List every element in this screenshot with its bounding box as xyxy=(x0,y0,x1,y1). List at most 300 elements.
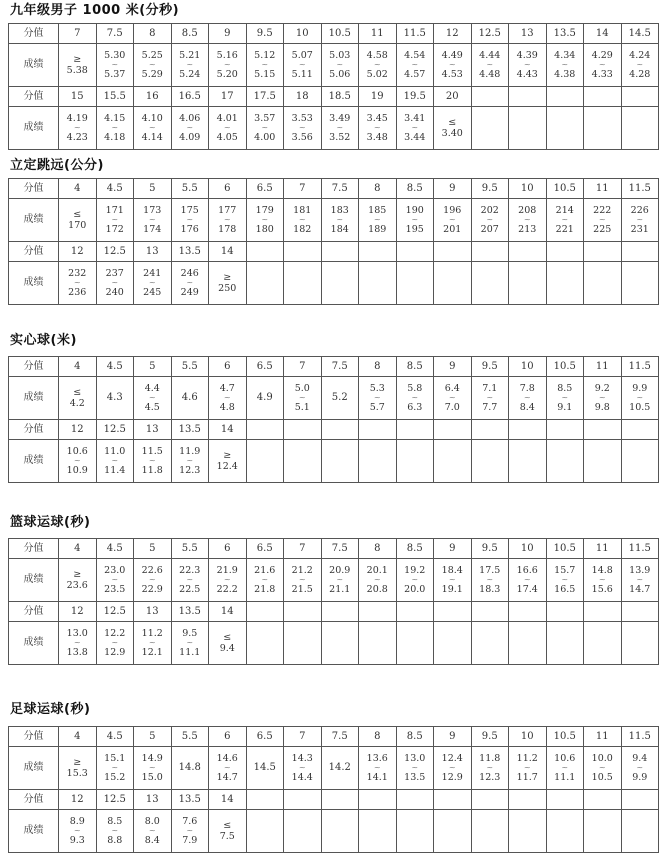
range-separator: ~ xyxy=(186,456,194,465)
result-cell xyxy=(59,107,97,150)
points-cell: 10.5 xyxy=(546,727,584,747)
points-cell: 15.5 xyxy=(96,87,134,107)
points-cell: 18.5 xyxy=(321,87,359,107)
cell-value: 11.7 xyxy=(516,772,538,783)
cell-value: 15.2 xyxy=(104,772,126,783)
cell-value: ≥ xyxy=(223,272,232,283)
result-cell xyxy=(96,747,134,790)
result-cell xyxy=(471,262,509,305)
cell-value: 5.38 xyxy=(66,65,88,76)
points-row xyxy=(9,602,659,622)
range-separator: ~ xyxy=(186,575,194,584)
points-cell: 6 xyxy=(209,357,247,377)
cell-value: 11.8 xyxy=(479,753,501,764)
cell-value: 225 xyxy=(593,224,612,235)
cell-value: 17.4 xyxy=(516,584,538,595)
range-separator: ~ xyxy=(73,826,81,835)
cell-value: 14.9 xyxy=(141,753,163,764)
points-cell: 12.5 xyxy=(96,602,134,622)
range-separator: ~ xyxy=(523,60,531,69)
result-cell xyxy=(621,107,659,150)
points-cell: 7.5 xyxy=(321,179,359,199)
cell-value: 18.4 xyxy=(441,565,463,576)
cell-value: 10.0 xyxy=(591,753,613,764)
result-cell xyxy=(434,377,472,420)
cell-value: 22.5 xyxy=(179,584,201,595)
points-cell: 9 xyxy=(209,24,247,44)
cell-value: 4.53 xyxy=(441,69,463,80)
cell-value: 4.28 xyxy=(629,69,651,80)
result-cell xyxy=(509,199,547,242)
result-cell xyxy=(471,747,509,790)
points-cell xyxy=(546,242,584,262)
result-row xyxy=(9,377,659,420)
points-cell: 5 xyxy=(134,539,172,559)
result-cell xyxy=(134,622,172,665)
cell-value: 9.4 xyxy=(632,753,648,764)
range-separator: ~ xyxy=(636,575,644,584)
cell-value: 170 xyxy=(68,220,87,231)
cell-value: 14.4 xyxy=(291,772,313,783)
points-cell xyxy=(584,242,622,262)
cell-value: 246 xyxy=(180,268,199,279)
result-cell xyxy=(509,810,547,853)
result-row xyxy=(9,44,659,87)
points-cell: 6 xyxy=(209,179,247,199)
cell-value: ≤ xyxy=(73,387,82,398)
range-separator: ~ xyxy=(373,123,381,132)
result-cell xyxy=(621,747,659,790)
cell-value: 202 xyxy=(480,205,499,216)
row-label: 成绩 xyxy=(9,622,59,665)
points-cell: 4.5 xyxy=(96,727,134,747)
points-cell: 6 xyxy=(209,727,247,747)
cell-value: 4.23 xyxy=(66,132,88,143)
range-separator: ~ xyxy=(636,763,644,772)
cell-value: 240 xyxy=(105,287,124,298)
points-row xyxy=(9,87,659,107)
cell-value: 249 xyxy=(180,287,199,298)
range-separator: ~ xyxy=(148,826,156,835)
cell-value: 3.40 xyxy=(441,128,463,139)
points-cell: 13 xyxy=(134,242,172,262)
points-cell: 15 xyxy=(59,87,97,107)
result-cell xyxy=(171,440,209,483)
result-cell xyxy=(359,622,397,665)
points-cell xyxy=(359,420,397,440)
cell-value: 189 xyxy=(368,224,387,235)
points-cell: 13.5 xyxy=(171,242,209,262)
points-cell xyxy=(396,420,434,440)
points-cell: 10 xyxy=(509,357,547,377)
result-cell: 4.6 xyxy=(171,377,209,420)
cell-value: 226 xyxy=(630,205,649,216)
result-cell xyxy=(621,440,659,483)
row-label: 分值 xyxy=(9,790,59,810)
points-row xyxy=(9,179,659,199)
result-cell xyxy=(359,199,397,242)
points-cell xyxy=(434,242,472,262)
row-label: 分值 xyxy=(9,242,59,262)
points-cell: 17 xyxy=(209,87,247,107)
points-cell xyxy=(584,790,622,810)
result-cell xyxy=(546,559,584,602)
score-table xyxy=(8,726,659,853)
points-cell: 12.5 xyxy=(96,420,134,440)
cell-value: 4.39 xyxy=(516,50,538,61)
result-cell xyxy=(359,44,397,87)
range-separator: ~ xyxy=(73,123,81,132)
points-cell: 4 xyxy=(59,539,97,559)
points-cell xyxy=(434,420,472,440)
result-cell xyxy=(59,440,97,483)
result-cell xyxy=(359,107,397,150)
points-cell xyxy=(509,242,547,262)
result-cell xyxy=(96,559,134,602)
result-cell xyxy=(359,262,397,305)
cell-value: 12.3 xyxy=(479,772,501,783)
points-cell: 11.5 xyxy=(621,179,659,199)
result-cell xyxy=(546,199,584,242)
result-cell: 4.9 xyxy=(246,377,284,420)
points-cell xyxy=(471,242,509,262)
cell-value: 16.5 xyxy=(554,584,576,595)
result-cell xyxy=(96,262,134,305)
cell-value: 15.1 xyxy=(104,753,126,764)
result-cell xyxy=(96,44,134,87)
points-cell: 12 xyxy=(59,420,97,440)
points-cell: 12 xyxy=(59,602,97,622)
points-cell: 13.5 xyxy=(171,602,209,622)
result-cell xyxy=(209,747,247,790)
result-cell xyxy=(471,559,509,602)
result-cell xyxy=(246,622,284,665)
section-title: 九年级男子 1000 米(分秒) xyxy=(10,3,180,18)
result-cell xyxy=(434,44,472,87)
cell-value: 12.2 xyxy=(104,628,126,639)
points-cell: 7 xyxy=(284,727,322,747)
result-cell xyxy=(134,44,172,87)
points-cell: 7 xyxy=(284,539,322,559)
points-cell xyxy=(509,87,547,107)
range-separator: ~ xyxy=(373,575,381,584)
cell-value: 3.57 xyxy=(254,113,276,124)
result-cell xyxy=(134,440,172,483)
result-cell xyxy=(359,559,397,602)
range-separator: ~ xyxy=(448,575,456,584)
points-cell: 11 xyxy=(584,179,622,199)
cell-value: 14.7 xyxy=(629,584,651,595)
range-separator: ~ xyxy=(486,763,494,772)
result-cell: 5.2 xyxy=(321,377,359,420)
points-cell xyxy=(509,420,547,440)
result-cell xyxy=(284,44,322,87)
range-separator: ~ xyxy=(448,763,456,772)
cell-value: 12.9 xyxy=(441,772,463,783)
cell-value: 185 xyxy=(368,205,387,216)
cell-value: 20.0 xyxy=(404,584,426,595)
result-cell xyxy=(621,810,659,853)
cell-value: 3.56 xyxy=(291,132,313,143)
cell-value: 21.1 xyxy=(329,584,351,595)
points-cell: 9 xyxy=(434,357,472,377)
row-label: 分值 xyxy=(9,602,59,622)
score-table xyxy=(8,178,659,305)
cell-value: 14.6 xyxy=(216,753,238,764)
row-label: 成绩 xyxy=(9,44,59,87)
cell-value: 5.21 xyxy=(179,50,201,61)
cell-value: 4.00 xyxy=(254,132,276,143)
range-separator: ~ xyxy=(111,123,119,132)
range-separator: ~ xyxy=(523,393,531,402)
cell-value: 250 xyxy=(218,283,237,294)
cell-value: 15.7 xyxy=(554,565,576,576)
cell-value: 180 xyxy=(255,224,274,235)
result-cell xyxy=(284,262,322,305)
points-cell: 14.5 xyxy=(621,24,659,44)
points-cell: 11 xyxy=(584,357,622,377)
result-cell: 4.3 xyxy=(96,377,134,420)
range-separator: ~ xyxy=(298,393,306,402)
range-separator: ~ xyxy=(223,763,231,772)
points-cell: 11.5 xyxy=(621,357,659,377)
points-cell: 8 xyxy=(359,727,397,747)
result-cell xyxy=(209,810,247,853)
points-cell: 13.5 xyxy=(171,420,209,440)
points-cell: 9.5 xyxy=(471,539,509,559)
range-separator: ~ xyxy=(561,60,569,69)
points-cell: 6.5 xyxy=(246,727,284,747)
points-cell: 10 xyxy=(509,727,547,747)
points-cell: 10 xyxy=(284,24,322,44)
range-separator: ~ xyxy=(73,278,81,287)
result-cell xyxy=(546,262,584,305)
points-cell: 6.5 xyxy=(246,539,284,559)
result-cell xyxy=(509,747,547,790)
result-cell xyxy=(434,622,472,665)
row-label: 成绩 xyxy=(9,810,59,853)
score-table xyxy=(8,356,659,483)
cell-value: 3.52 xyxy=(329,132,351,143)
score-table xyxy=(8,538,659,665)
range-separator: ~ xyxy=(561,393,569,402)
range-separator: ~ xyxy=(186,123,194,132)
points-cell: 8.5 xyxy=(396,727,434,747)
cell-value: 21.6 xyxy=(254,565,276,576)
result-cell xyxy=(509,622,547,665)
result-row xyxy=(9,747,659,790)
points-cell xyxy=(546,420,584,440)
result-cell xyxy=(434,810,472,853)
result-cell xyxy=(621,262,659,305)
points-cell: 10 xyxy=(509,179,547,199)
points-cell xyxy=(246,420,284,440)
result-cell xyxy=(396,377,434,420)
points-cell: 4.5 xyxy=(96,539,134,559)
cell-value: 3.44 xyxy=(404,132,426,143)
result-cell xyxy=(471,810,509,853)
cell-value: 232 xyxy=(68,268,87,279)
cell-value: 245 xyxy=(143,287,162,298)
points-cell: 8 xyxy=(134,24,172,44)
cell-value: 176 xyxy=(180,224,199,235)
cell-value: ≤ xyxy=(223,632,232,643)
result-row xyxy=(9,810,659,853)
range-separator: ~ xyxy=(486,393,494,402)
cell-value: 23.6 xyxy=(66,580,88,591)
row-label: 分值 xyxy=(9,87,59,107)
range-separator: ~ xyxy=(523,763,531,772)
cell-value: 14.7 xyxy=(216,772,238,783)
result-cell xyxy=(321,107,359,150)
range-separator: ~ xyxy=(561,575,569,584)
range-separator: ~ xyxy=(223,60,231,69)
cell-value: 20.8 xyxy=(366,584,388,595)
range-separator: ~ xyxy=(298,215,306,224)
points-cell: 9.5 xyxy=(471,727,509,747)
result-cell xyxy=(434,262,472,305)
cell-value: 19.2 xyxy=(404,565,426,576)
cell-value: 208 xyxy=(518,205,537,216)
result-cell xyxy=(246,107,284,150)
result-cell xyxy=(584,440,622,483)
points-cell xyxy=(284,242,322,262)
points-cell: 7.5 xyxy=(96,24,134,44)
points-cell xyxy=(621,420,659,440)
range-separator: ~ xyxy=(411,575,419,584)
range-separator: ~ xyxy=(148,393,156,402)
result-cell xyxy=(171,810,209,853)
cell-value: 8.0 xyxy=(144,816,160,827)
result-cell xyxy=(284,107,322,150)
cell-value: 3.53 xyxy=(291,113,313,124)
cell-value: ≥ xyxy=(223,450,232,461)
result-cell xyxy=(546,107,584,150)
range-separator: ~ xyxy=(411,215,419,224)
points-cell xyxy=(246,602,284,622)
range-separator: ~ xyxy=(373,763,381,772)
cell-value: 11.4 xyxy=(104,465,126,476)
points-cell: 14 xyxy=(209,242,247,262)
points-cell: 8.5 xyxy=(171,24,209,44)
range-separator: ~ xyxy=(598,60,606,69)
result-cell xyxy=(471,107,509,150)
points-cell: 14 xyxy=(584,24,622,44)
cell-value: ≥ xyxy=(73,569,82,580)
points-cell: 11.5 xyxy=(396,24,434,44)
cell-value: 5.15 xyxy=(254,69,276,80)
cell-value: 4.8 xyxy=(219,402,235,413)
result-cell xyxy=(134,107,172,150)
cell-value: 12.1 xyxy=(141,647,163,658)
range-separator: ~ xyxy=(336,215,344,224)
cell-value: 183 xyxy=(330,205,349,216)
cell-value: 222 xyxy=(593,205,612,216)
result-cell: 14.5 xyxy=(246,747,284,790)
cell-value: 4.57 xyxy=(404,69,426,80)
result-cell xyxy=(509,107,547,150)
cell-value: 7.0 xyxy=(444,402,460,413)
points-cell: 16.5 xyxy=(171,87,209,107)
cell-value: 6.4 xyxy=(444,383,460,394)
cell-value: 4.48 xyxy=(479,69,501,80)
range-separator: ~ xyxy=(73,638,81,647)
result-cell xyxy=(546,377,584,420)
range-separator: ~ xyxy=(148,215,156,224)
result-cell xyxy=(59,747,97,790)
result-cell: 14.8 xyxy=(171,747,209,790)
points-cell: 7 xyxy=(284,179,322,199)
cell-value: 8.8 xyxy=(107,835,123,846)
points-cell: 6 xyxy=(209,539,247,559)
range-separator: ~ xyxy=(148,278,156,287)
result-cell xyxy=(509,559,547,602)
range-separator: ~ xyxy=(373,215,381,224)
cell-value: 175 xyxy=(180,205,199,216)
points-cell: 4 xyxy=(59,357,97,377)
result-cell xyxy=(396,622,434,665)
result-cell xyxy=(621,377,659,420)
result-cell xyxy=(434,747,472,790)
range-separator: ~ xyxy=(261,215,269,224)
result-cell xyxy=(284,622,322,665)
result-cell xyxy=(134,810,172,853)
range-separator: ~ xyxy=(598,215,606,224)
cell-value: 3.49 xyxy=(329,113,351,124)
points-cell: 14 xyxy=(209,420,247,440)
points-cell: 11.5 xyxy=(621,539,659,559)
cell-value: 10.9 xyxy=(66,465,88,476)
points-cell: 5.5 xyxy=(171,539,209,559)
cell-value: 4.10 xyxy=(141,113,163,124)
points-cell: 13 xyxy=(134,602,172,622)
result-cell xyxy=(209,262,247,305)
result-cell xyxy=(171,622,209,665)
range-separator: ~ xyxy=(336,575,344,584)
result-row xyxy=(9,262,659,305)
points-cell: 5.5 xyxy=(171,357,209,377)
cell-value: 11.2 xyxy=(516,753,538,764)
points-cell: 12.5 xyxy=(96,790,134,810)
range-separator: ~ xyxy=(486,575,494,584)
cell-value: 9.2 xyxy=(594,383,610,394)
cell-value: 5.1 xyxy=(294,402,310,413)
result-cell xyxy=(209,559,247,602)
points-row xyxy=(9,242,659,262)
cell-value: 8.4 xyxy=(144,835,160,846)
cell-value: 4.05 xyxy=(216,132,238,143)
cell-value: 195 xyxy=(405,224,424,235)
result-cell xyxy=(209,622,247,665)
points-cell xyxy=(546,790,584,810)
result-cell xyxy=(284,377,322,420)
cell-value: 10.6 xyxy=(554,753,576,764)
points-cell: 12 xyxy=(434,24,472,44)
points-cell xyxy=(246,790,284,810)
result-cell xyxy=(171,107,209,150)
cell-value: 21.5 xyxy=(291,584,313,595)
row-label: 分值 xyxy=(9,420,59,440)
range-separator: ~ xyxy=(448,60,456,69)
range-separator: ~ xyxy=(73,456,81,465)
points-cell xyxy=(471,87,509,107)
result-cell xyxy=(434,107,472,150)
cell-value: 22.6 xyxy=(141,565,163,576)
cell-value: 221 xyxy=(555,224,574,235)
cell-value: 4.24 xyxy=(629,50,651,61)
cell-value: 174 xyxy=(143,224,162,235)
cell-value: 5.7 xyxy=(369,402,385,413)
